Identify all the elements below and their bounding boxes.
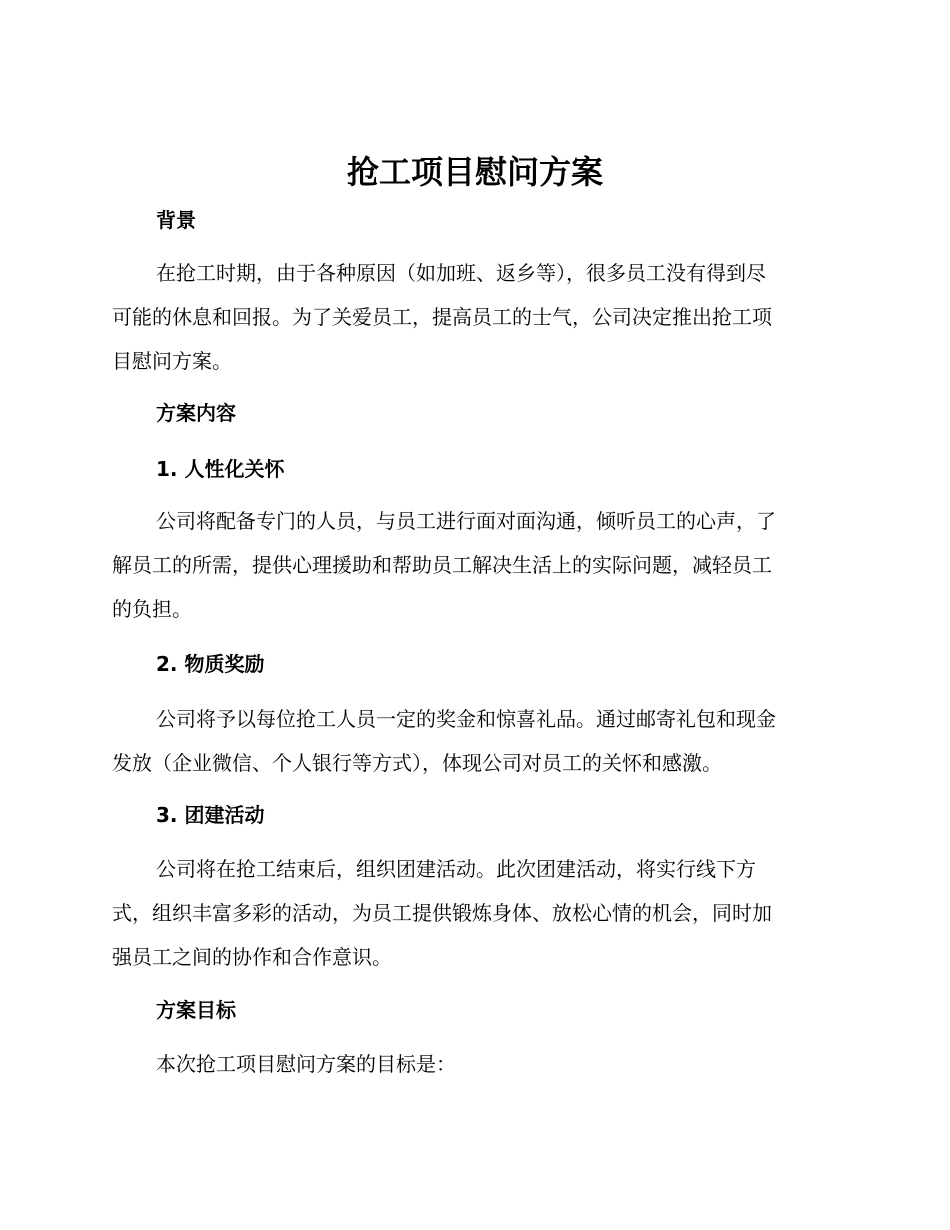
paragraph-line: 的负担。: [112, 597, 192, 621]
section-heading-goal: 方案目标: [156, 998, 236, 1022]
paragraph-line: 解员工的所需，提供心理援助和帮助员工解决生活上的实际问题，减轻员工: [112, 553, 772, 577]
paragraph-line: 强员工之间的协作和合作意识。: [112, 945, 392, 969]
document-title: 抢工项目慰问方案: [346, 153, 603, 191]
section-heading-content: 方案内容: [156, 401, 236, 425]
rewards-paragraph: [112, 697, 832, 785]
paragraph-line: 发放（企业微信、个人银行等方式），体现公司对员工的关怀和感激。: [112, 751, 722, 775]
section-heading-background: 背景: [156, 208, 196, 232]
care-paragraph: [112, 499, 832, 631]
paragraph-line: 公司将在抢工结束后，组织团建活动。此次团建活动，将实行线下方: [156, 857, 756, 881]
paragraph-line: 在抢工时期，由于各种原因（如加班、返乡等），很多员工没有得到尽: [156, 261, 766, 285]
paragraph-line: 可能的休息和回报。为了关爱员工，提高员工的士气，公司决定推出抢工项: [112, 305, 772, 329]
goal-paragraph: [112, 1042, 832, 1086]
team-building-paragraph: [112, 847, 832, 979]
paragraph-line: 本次抢工项目慰问方案的目标是：: [156, 1052, 456, 1076]
paragraph-line: 目慰问方案。: [112, 349, 232, 373]
paragraph-line: 公司将配备专门的人员，与员工进行面对面沟通，倾听员工的心声，了: [156, 509, 776, 533]
background-paragraph: [112, 251, 832, 383]
paragraph-line: 式，组织丰富多彩的活动，为员工提供锻炼身体、放松心情的机会，同时加: [112, 901, 772, 925]
item-heading-rewards: 2. 物质奖励: [156, 652, 265, 676]
item-heading-team-building: 3. 团建活动: [156, 803, 265, 827]
paragraph-line: 公司将予以每位抢工人员一定的奖金和惊喜礼品。通过邮寄礼包和现金: [156, 707, 776, 731]
item-heading-care: 1. 人性化关怀: [156, 457, 285, 481]
